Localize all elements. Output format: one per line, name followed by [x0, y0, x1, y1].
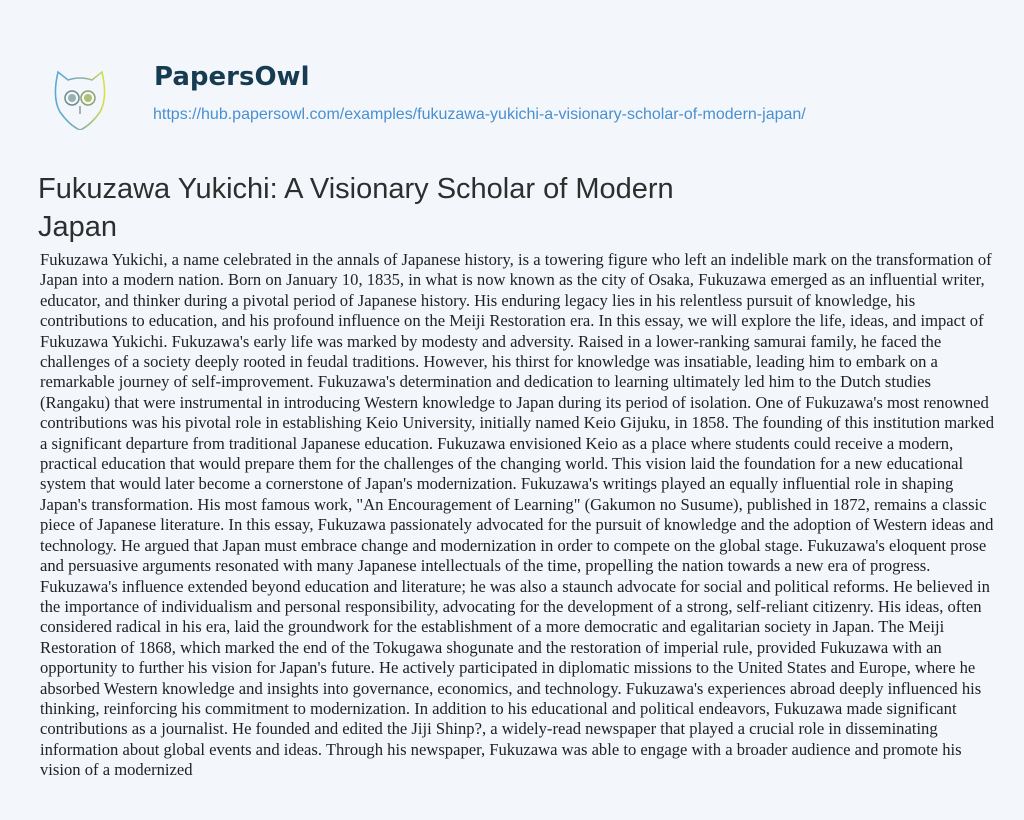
owl-icon [52, 68, 108, 130]
body-text-line: considered radical in his era, laid the groundwork for the establishment of a more democratic and egalitarian society in Japan. The Meiji [40, 617, 945, 637]
body-text-line: Fukuzawa Yukichi. Fukuzawa's early life was marked by modesty and adversity. Raised in a lower-ranking samurai family, he faced the [40, 331, 942, 351]
body-text-line: the importance of individualism and personal responsibility, advocating for the development of a strong, self-reliant citizenry. His ideas, often [40, 596, 982, 616]
article-body [40, 250, 994, 781]
body-text-line: Fukuzawa's influence extended beyond education and literature; he was also a staunch advocate for social and political reforms. He believed in [40, 576, 990, 596]
body-text-line: educator, and thinker during a pivotal period of Japanese history. His enduring legacy lies in his relentless pursuit of knowledge, his [40, 290, 916, 310]
body-text-line: challenges of a society deeply rooted in feudal traditions. However, his thirst for knowledge was insatiable, leading him to embark on a [40, 352, 938, 372]
body-text-line: Japan into a modern nation. Born on January 10, 1835, in what is now known as the city of Osaka, Fukuzawa emerged as an influential writer, [40, 270, 985, 290]
body-text-line: contributions as a journalist. He founded and edited the Jiji Shinp?, a widely-read newspaper that played a crucial role in disseminating [40, 719, 938, 739]
body-text-line: system that would later become a cornerstone of Japan's modernization. Fukuzawa's writings played an equally influential role in shaping [40, 474, 954, 494]
body-text-line: contributions to education, and his profound influence on the Meiji Restoration era. In this essay, we will explore the life, ideas, and impact of [40, 311, 984, 331]
body-text-line: vision of a modernized [40, 760, 193, 780]
body-text-line: remarkable journey of self-improvement. Fukuzawa's determination and dedication to learning ultimately led him to the Dutch studies [40, 372, 931, 392]
brand-name: PapersOwl [154, 62, 310, 92]
body-text-line: Fukuzawa Yukichi, a name celebrated in the annals of Japanese history, is a towering figure who left an indelible mark on the transformation of [40, 250, 992, 269]
body-text-line: practical education that would prepare them for the challenges of the changing world. This vision laid the foundation for a new educational [40, 454, 964, 474]
body-text-line: information about global events and ideas. Through his newspaper, Fukuzawa was able to engage with a broader audience and promote his [40, 739, 962, 759]
body-text-line: a significant departure from traditional Japanese education. Fukuzawa envisioned Keio as a place where students could receive a modern, [40, 433, 954, 453]
body-text-line: and persuasive arguments resonated with many Japanese intellectuals of the time, propelling the nation towards a new era of progress. [40, 556, 931, 576]
body-text-line: piece of Japanese literature. In this essay, Fukuzawa passionately advocated for the pursuit of knowledge and the adoption of Western ideas and [40, 515, 994, 535]
body-text-line: thinking, reinforcing his commitment to modernization. In addition to his educational and political endeavors, Fukuzawa made significant [40, 698, 957, 718]
body-text-line: (Rangaku) that were instrumental in introducing Western knowledge to Japan during its period of isolation. One of Fukuzawa's most renowned [40, 392, 989, 412]
source-url-link[interactable]: https://hub.papersowl.com/examples/fukuzawa-yukichi-a-visionary-scholar-of-modern-japan/ [153, 106, 806, 123]
body-text-line: absorbed Western knowledge and insights into governance, economics, and technology. Fukuzawa's experiences abroad deeply influenced his [40, 678, 982, 698]
body-text-line: Japan's transformation. His most famous work, "An Encouragement of Learning" (Gakumon no Susume), published in 1872, remains a classic [40, 494, 987, 514]
page-title: Fukuzawa Yukichi: A Visionary Scholar of Modern Japan [38, 173, 674, 243]
body-text-line: opportunity to further his vision for Japan's future. He actively participated in diplomatic missions to the United States and Europe, where he [40, 658, 976, 678]
body-text-line: Restoration of 1868, which marked the end of the Tokugawa shogunate and the restoration of imperial rule, provided Fukuzawa with an [40, 637, 942, 657]
body-text-line: contributions was his pivotal role in establishing Keio University, initially named Keio Gijuku, in 1858. The founding of this institution marked [40, 413, 995, 433]
body-text-line: technology. He argued that Japan must embrace change and modernization in order to compete on the global stage. Fukuzawa's eloquent prose [40, 535, 987, 555]
